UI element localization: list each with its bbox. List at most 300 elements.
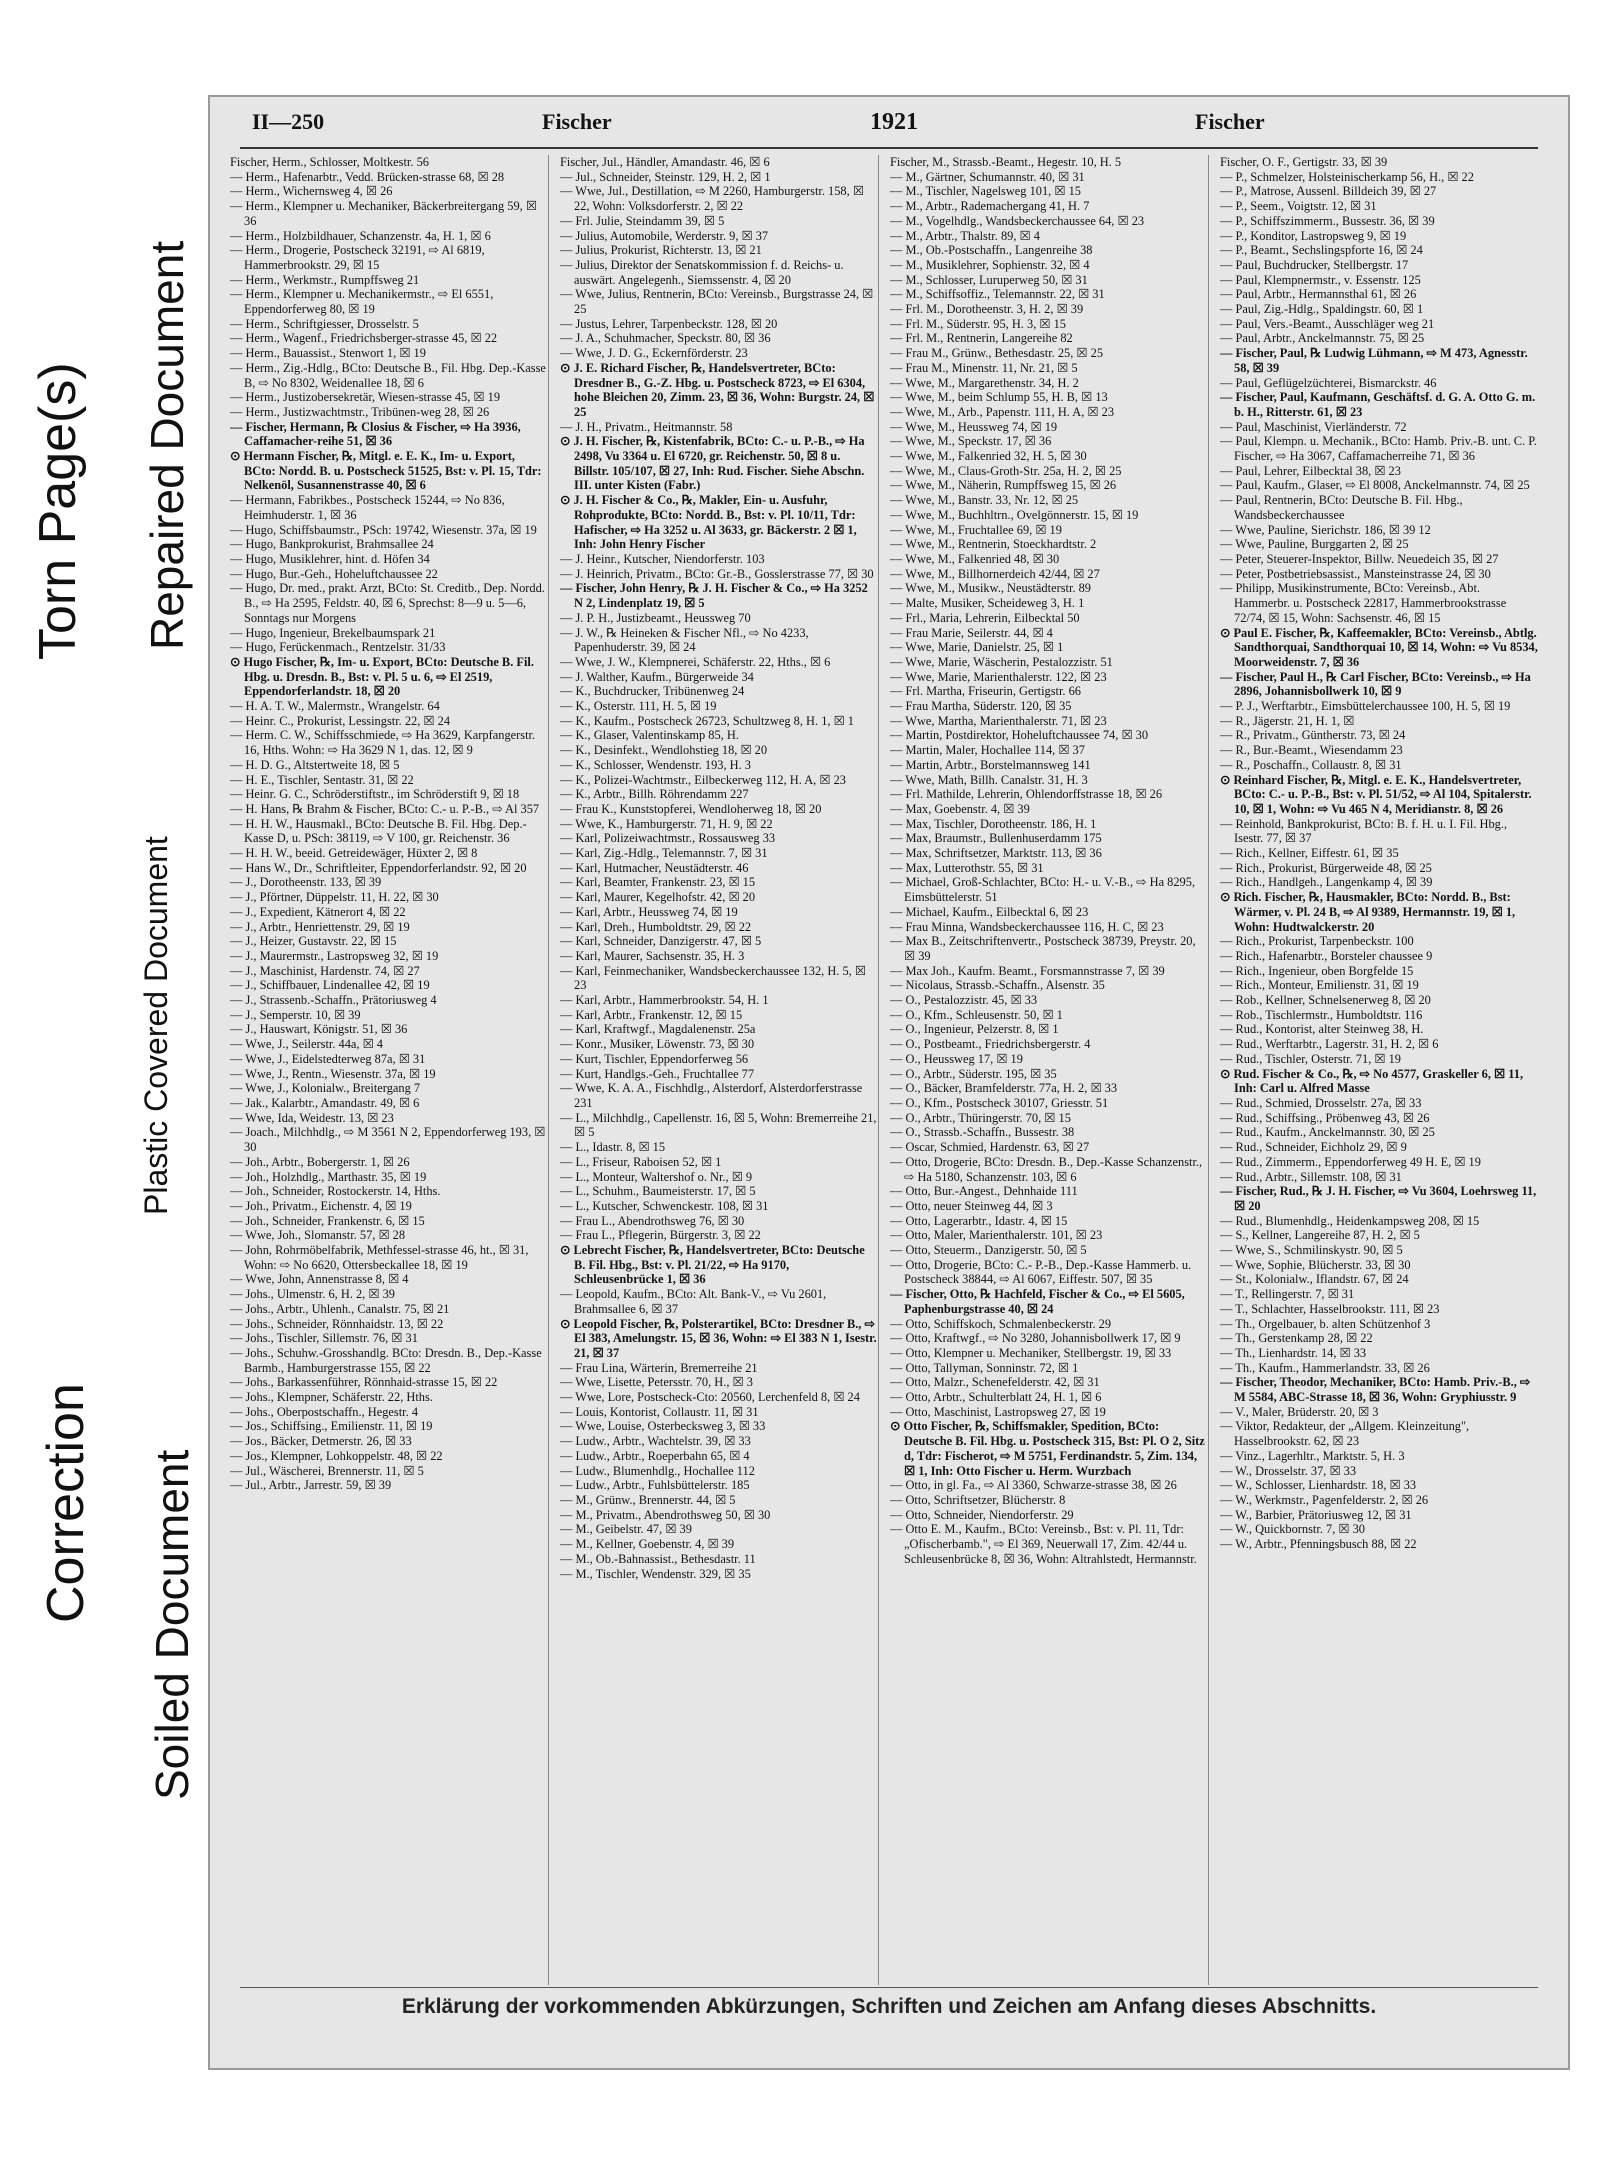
column-1 [230,155,549,1985]
directory-entry: — Wwe, Pauline, Burggarten 2, ☒ 25 [1220,537,1409,552]
running-name-right: Fischer [1195,109,1265,134]
directory-entry: — Rud., Schneider, Eichholz 29, ☒ 9 [1220,1140,1407,1155]
directory-entry: — P., Matrose, Aussenl. Billdeich 39, ☒ 27 [1220,184,1437,199]
directory-entry: — Wwe, M., Billhornerdeich 42/44, ☒ 27 [890,566,1100,581]
directory-entry: — Frl. Mathilde, Lehrerin, Ohlendorffstrasse 18, ☒ 26 [890,787,1163,802]
directory-entry: — Otto, Lagerarbtr., Idastr. 4, ☒ 15 [890,1213,1068,1228]
directory-entry: — Rud., Schiffsing., Pröbenweg 43, ☒ 26 [1220,1110,1430,1125]
directory-entry: — O., Postbeamt., Friedrichsbergerstr. 4 [890,1037,1091,1052]
directory-entry: — R., Poschaffn., Collaustr. 8, ☒ 31 [1220,757,1402,772]
directory-entry: — Rob., Kellner, Schnelsenerweg 8, ☒ 20 [1220,993,1431,1008]
directory-entry: — Rud., Kaufm., Anckelmannstr. 30, ☒ 25 [1220,1125,1435,1140]
directory-entry: — Wwe, M., Banstr. 33, Nr. 12, ☒ 25 [890,493,1079,508]
directory-entry: — Karl, Feinmechaniker, Wandsbeckerchaussee 132, H. 5, ☒ 23 [560,963,866,993]
directory-entry: — Frl. M., Dorotheenstr. 3, H. 2, ☒ 39 [890,302,1084,317]
directory-entry: — M., Vogelhdlg., Wandsbeckerchaussee 64, ☒ 23 [890,213,1145,228]
directory-entry: — M., Grünw., Brennerstr. 44, ☒ 5 [560,1492,736,1507]
directory-entry: — Viktor, Redakteur, der „Allgem. Kleinzeitung", Hasselbrookstr. 62, ☒ 23 [1220,1419,1470,1449]
directory-entry: — O., Bäcker, Bramfelderstr. 77a, H. 2, ☒ 33 [890,1081,1118,1096]
directory-entry: — Julius, Prokurist, Richterstr. 13, ☒ 21 [560,243,762,258]
directory-entry: — M., Arbtr., Thalstr. 89, ☒ 4 [890,228,1040,243]
directory-entry: — Wwe, Pauline, Sierichstr. 186, ☒ 39 12 [1220,522,1431,537]
directory-entry: — Rich., Kellner, Eiffestr. 61, ☒ 35 [1220,846,1399,861]
directory-entry: — M., Ob.-Bahnassist., Bethesdastr. 11 [560,1551,756,1566]
directory-entry: — M., Tischler, Wendenstr. 329, ☒ 35 [560,1566,751,1581]
directory-entry: — Ludw., Arbtr., Fuhlsbüttelerstr. 185 [560,1478,750,1493]
directory-entry: — Wwe, Jul., Destillation, ⇨ M 2260, Hamburgerstr. 158, ☒ 22, Wohn: Volksdorferstr. 2, ☒ 22 [560,184,864,214]
directory-entry: — Herm., Bauassist., Stenwort 1, ☒ 19 [230,346,426,361]
directory-entry: — Herm., Wichernsweg 4, ☒ 26 [230,184,393,199]
directory-entry: — Rich., Hafenarbtr., Borsteler chaussee 9 [1220,948,1433,963]
directory-entry: — Rud., Kontorist, alter Steinweg 38, H. [1220,1022,1424,1037]
directory-entry: — Joh., Schneider, Rostockerstr. 14, Hths. [230,1184,441,1199]
directory-entry: — Wwe, Martha, Marienthalerstr. 71, ☒ 23 [890,713,1107,728]
directory-entry: — Paul, Kaufm., Glaser, ⇨ El 8008, Anckelmannstr. 74, ☒ 25 [1220,478,1530,493]
directory-entry: — Max, Tischler, Dorotheenstr. 186, H. 1 [890,816,1097,831]
directory-entry: — Julius, Automobile, Werderstr. 9, ☒ 37 [560,228,769,243]
directory-entry: — Herm., Wagenf., Friedrichsberger-strasse 45, ☒ 22 [230,331,498,346]
directory-entry: — P. J., Werftarbtr., Eimsbüttelerchaussee 100, H. 5, ☒ 19 [1220,699,1511,714]
directory-entry: — Malte, Musiker, Scheideweg 3, H. 1 [890,596,1085,611]
directory-entry: — Th., Orgelbauer, b. alten Schützenhof 3 [1220,1316,1431,1331]
directory-entry: — J., Strassenb.-Schaffn., Prätoriusweg 4 [230,993,437,1008]
directory-entry: — Paul, Klempn. u. Mechanik., BCto: Hamb. Priv.-B. unt. C. P. Fischer, ⇨ Ha 3067, Caffamacherreihe 71, ☒ 36 [1220,434,1537,464]
directory-entry: — K., Arbtr., Billh. Röhrendamm 227 [560,787,749,802]
directory-entry: — O., Kfm., Schleusenstr. 50, ☒ 1 [890,1007,1063,1022]
directory-entry: — Karl, Maurer, Kegelhofstr. 42, ☒ 20 [560,890,756,905]
directory-entry: — Herm., Justizwachtmstr., Tribünen-weg 28, ☒ 26 [230,404,490,419]
directory-entry: — H. Hans, ℞ Brahm & Fischer, BCto: C.- u. P.-B., ⇨ Al 357 [230,801,540,816]
directory-entry: — Wwe, M., Näherin, Rumpffsweg 15, ☒ 26 [890,478,1117,493]
directory-entry: — P., Seem., Voigtstr. 12, ☒ 31 [1220,199,1377,214]
directory-entry: — J., Semperstr. 10, ☒ 39 [230,1007,361,1022]
directory-entry: — J. A., Schuhmacher, Speckstr. 80, ☒ 36 [560,331,771,346]
directory-entry: — Hermann, Fabrikbes., Postscheck 15244, ⇨ No 836, Heimhuderstr. 1, ☒ 36 [230,493,505,522]
directory-entry: — Th., Lienhardstr. 14, ☒ 33 [1220,1345,1367,1360]
directory-entry: — Joh., Arbtr., Bobergerstr. 1, ☒ 26 [230,1154,410,1169]
directory-entry: — Hugo, Ferückenmach., Rentzelstr. 31/33 [230,640,446,655]
directory-entry: — Otto, Maschinist, Lastropsweg 27, ☒ 19 [890,1404,1106,1419]
directory-entry: — Wwe, J., Rentn., Wiesenstr. 37a, ☒ 19 [230,1066,436,1081]
directory-entry: — M., Privatm., Abendrothsweg 50, ☒ 30 [560,1507,771,1522]
directory-entry: — L., Milchhdlg., Capellenstr. 16, ☒ 5, Wohn: Bremerreihe 21, ☒ 5 [560,1110,877,1140]
directory-entry: — Jos., Schiffsing., Emilienstr. 11, ☒ 19 [230,1419,433,1434]
directory-entry: — Joh., Privatm., Eichenstr. 4, ☒ 19 [230,1198,412,1213]
directory-entry: — Frau Lina, Wärterin, Bremerreihe 21 [560,1360,758,1375]
directory-entry: — P., Schiffszimmerm., Bussestr. 36, ☒ 39 [1220,213,1435,228]
directory-entry: — Hugo, Dr. med., prakt. Arzt, BCto: St. Creditb., Dep. Nordd. B., ⇨ Ha 2595, Feldstr. 40, ☒ 6, Sprechst: 8—9 u. 5—6, Sonntags nur Morgens [230,581,545,625]
directory-entry: — Wwe, M., Heussweg 74, ☒ 19 [890,419,1058,434]
directory-entry: — R., Jägerstr. 21, H. 1, ☒ [1220,713,1355,728]
directory-entry: — Herm., Klempner u. Mechaniker, Bäckerbreitergang 59, ☒ 36 [230,199,537,228]
directory-entry: — T., Schlachter, Hasselbrookstr. 111, ☒ 23 [1220,1301,1440,1316]
directory-entry: — K., Buchdrucker, Tribünenweg 24 [560,684,745,699]
directory-entry: — M., Geibelstr. 47, ☒ 39 [560,1522,692,1537]
directory-entry: — Frl. M., Süderstr. 95, H. 3, ☒ 15 [890,316,1066,331]
directory-entry: — Ludw., Arbtr., Roeperbahn 65, ☒ 4 [560,1448,750,1463]
directory-entry: — Paul, Zig.-Hdlg., Spaldingstr. 60, ☒ 1 [1220,302,1424,317]
directory-entry: — Frau L., Abendrothsweg 76, ☒ 30 [560,1213,745,1228]
directory-entry: — L., Schuhm., Baumeisterstr. 17, ☒ 5 [560,1184,756,1199]
directory-entry: — Fischer, Theodor, Mechaniker, BCto: Hamb. Priv.-B., ⇨ M 5584, ABC-Strasse 18, ☒ 36, Wohn: Gryphiusstr. 9 [1220,1375,1531,1405]
directory-entry: — Louis, Kontorist, Collaustr. 11, ☒ 31 [560,1404,759,1419]
directory-entry: ⊙ Rud. Fischer & Co., ℞, ⇨ No 4577, Graskeller 6, ☒ 11, Inh: Carl u. Alfred Masse [1220,1066,1524,1096]
directory-entry: — Otto, Kraftwgf., ⇨ No 3280, Johannisbollwerk 17, ☒ 9 [890,1331,1181,1346]
directory-entry: — H. H. W., Hausmakl., BCto: Deutsche B. Fil. Hbg. Dep.-Kasse D, u. PSch: 38119, ⇨ V 100, gr. Reichenstr. 36 [230,816,527,846]
repaired-document-label: Repaired Document [141,240,193,650]
directory-entry: — M., Ob.-Postschaffn., Langenreihe 38 [890,243,1093,258]
directory-entry: — Otto, Drogerie, BCto: C.- P.-B., Dep.-Kasse Hammerb. u. Postscheck 38844, ⇨ Al 6067, Eiffestr. 507, ☒ 35 [890,1257,1192,1287]
directory-entry: — Wwe, Marie, Marienthalerstr. 122, ☒ 23 [890,669,1107,684]
directory-entry: — K., Schlosser, Wendenstr. 193, H. 3 [560,757,752,772]
directory-entry: — Wwe, K., Hamburgerstr. 71, H. 9, ☒ 22 [560,816,773,831]
directory-entry: — M., Schiffsoffiz., Telemannstr. 22, ☒ 31 [890,287,1105,302]
directory-entry: — Otto, in gl. Fa., ⇨ Al 3360, Schwarze-strasse 38, ☒ 26 [890,1478,1177,1493]
directory-entry: — Wwe, M., Musikw., Neustädterstr. 89 [890,581,1091,596]
directory-entry: — K., Polizei-Wachtmstr., Eilbeckerweg 112, H. A, ☒ 23 [560,772,846,787]
page-number: II—250 [252,109,325,134]
directory-entry: — K., Desinfekt., Wendlohstieg 18, ☒ 20 [560,743,768,758]
directory-entry: — M., Schlosser, Luruperweg 50, ☒ 31 [890,272,1088,287]
directory-entry: ⊙ Rich. Fischer, ℞, Hausmakler, BCto: Nordd. B., Bst: Wärmer, v. Pl. 24 B, ⇨ Al 9389, Hermannstr. 19, ☒ 1, Wohn: Hudtwalckerstr. 20 [1220,890,1516,934]
directory-entry: — Wwe, Math, Billh. Canalstr. 31, H. 3 [890,772,1088,787]
directory-entry: — Julius, Direktor der Senatskommission f. d. Reichs- u. auswärt. Angelegenh., Siemssenstr. 4, ☒ 20 [560,257,844,287]
directory-entry: — Wwe, S., Schmilinskystr. 90, ☒ 5 [1220,1243,1403,1258]
directory-entry: — Paul, Klempnermstr., v. Essenstr. 125 [1220,272,1421,287]
directory-entry: — M., Tischler, Nagelsweg 101, ☒ 15 [890,184,1081,199]
directory-entry: — Max, Goebenstr. 4, ☒ 39 [890,801,1030,816]
directory-entry: — J., Hauswart, Königstr. 51, ☒ 36 [230,1022,408,1037]
directory-entry: — Johs., Ulmenstr. 6, H. 2, ☒ 39 [230,1287,395,1302]
directory-entry: — Karl, Dreh., Humboldtstr. 29, ☒ 22 [560,919,752,934]
soiled-document-label: Soiled Document [146,1449,198,1800]
directory-entry: — Herm., Justizobersekretär, Wiesen-strasse 45, ☒ 19 [230,390,501,405]
directory-entry: — Otto, Schriftsetzer, Blücherstr. 8 [890,1492,1066,1507]
directory-entry: — Otto, Tallyman, Sonninstr. 72, ☒ 1 [890,1360,1079,1375]
directory-entry: — Justus, Lehrer, Tarpenbeckstr. 128, ☒ 20 [560,316,778,331]
directory-entry: — Max B., Zeitschriftenvertr., Postscheck 38739, Preystr. 20, ☒ 39 [890,934,1196,963]
directory-entry: — J. H., Privatm., Heitmannstr. 58 [560,419,733,434]
directory-entry: — Nicolaus, Strassb.-Schaffn., Alsenstr. 35 [890,978,1105,993]
directory-entry: — Kurt, Handlgs.-Geh., Fruchtallee 77 [560,1066,755,1081]
directory-entry: ⊙ Otto Fischer, ℞, Schiffsmakler, Spedition, BCto: Deutsche B. Fil. Hbg. u. Postscheck 315, Bst: Pl. O 2, Sitz d, Tdr: Fischerot, ⇨ M 5751, Ferdinandstr. 5, Zim. 134, ☒ 1, Inh: Otto Fischer u. Herm. Wurzbach [890,1419,1205,1478]
directory-entry: — Wwe, J., Kolonialw., Breitergang 7 [230,1081,421,1096]
directory-entry: — Wwe, Marie, Wäscherin, Pestalozzistr. 51 [890,654,1113,669]
directory-entry: — J. P. H., Justizbeamt., Heussweg 70 [560,610,751,625]
directory-entry: ⊙ J. E. Richard Fischer, ℞, Handelsvertreter, BCto: Dresdner B., G.-Z. Hbg. u. Postscheck 8723, ⇨ El 6304, hohe Bleichen 20, Zimm. 23, ☒ 36, Wohn: Burgstr. 24, ☒ 25 [560,360,875,419]
directory-entry: — Wwe, J. W., Klempnerei, Schäferstr. 22, Hths., ☒ 6 [560,654,831,669]
directory-entry: — Rud., Blumenhdlg., Heidenkampsweg 208, ☒ 15 [1220,1213,1480,1228]
directory-entry: — Hugo, Ingenieur, Brekelbaumspark 21 [230,625,436,640]
directory-entry: ⊙ J. H. Fischer, ℞, Kistenfabrik, BCto: C.- u. P.-B., ⇨ Ha 2498, Vu 3364 u. El 6720, gr. Reichenstr. 50, ☒ 8 u. Billstr. 105/107, ☒ 27, Inh: Rud. Fischer. Siehe Abschn. III. unter Kisten (Fabr.) [560,434,865,493]
directory-entry: ⊙ Hugo Fischer, ℞, Im- u. Export, BCto: Deutsche B. Fil. Hbg. u. Dresdn. B., Bst: v. Pl. 5 u. 6, ⇨ El 2519, Eppendorferlandstr. 18, ☒ 20 [230,654,534,699]
directory-entry: — Karl, Maurer, Sachsenstr. 35, H. 3 [560,948,745,963]
directory-entry: — Max, Schriftsetzer, Marktstr. 113, ☒ 36 [890,846,1102,861]
directory-entry: — Paul, Maschinist, Vierländerstr. 72 [1220,419,1407,434]
directory-entry: — J., Expedient, Kätnerort 4, ☒ 22 [230,904,406,919]
directory-entry: — Herm., Werkmstr., Rumpffsweg 21 [230,272,420,287]
directory-entry: — Otto, Klempner u. Mechaniker, Stellbergstr. 19, ☒ 33 [890,1345,1172,1360]
directory-entry: — Otto, Maler, Marienthalerstr. 101, ☒ 23 [890,1228,1103,1243]
torn-pages-label: Torn Page(s) [29,362,87,660]
directory-entry: — J., Pförtner, Düppelstr. 11, H. 22, ☒ 30 [230,890,439,905]
directory-entry: — H. E., Tischler, Sentastr. 31, ☒ 22 [230,772,414,787]
directory-entry: — O., Ingenieur, Pelzerstr. 8, ☒ 1 [890,1022,1059,1037]
directory-entry: ⊙ J. H. Fischer & Co., ℞, Makler, Ein- u. Ausfuhr, Rohprodukte, BCto: Nordd. B., Bst: v. Pl. 10/11, Tdr: Hafischer, ⇨ Ha 3252 u. Al 3633, gr. Bäckerstr. 2 ☒ 1, Inh: John Henry Fischer [560,493,857,552]
directory-entry: — J., Maurermstr., Lastropsweg 32, ☒ 19 [230,948,439,963]
directory-entry: — W., Schlosser, Lienhardstr. 18, ☒ 33 [1220,1478,1417,1493]
directory-entry: — Frau Marie, Seilerstr. 44, ☒ 4 [890,625,1053,640]
directory-entry: — Otto, neuer Steinweg 44, ☒ 3 [890,1198,1053,1213]
directory-entry: — Joh., Holzhdlg., Marthastr. 35, ☒ 19 [230,1169,427,1184]
directory-entry: — Peter, Steuerer-Inspektor, Billw. Neuedeich 35, ☒ 27 [1220,551,1499,566]
directory-entry: — Rich., Monteur, Emilienstr. 31, ☒ 19 [1220,978,1419,993]
directory-entry: — Heinr. G. C., Schröderstiftstr., im Schröderstift 9, ☒ 18 [230,787,520,802]
directory-entry: — Reinhold, Bankprokurist, BCto: B. f. H. u. I. Fil. Hbg., Isestr. 77, ☒ 37 [1220,816,1508,846]
directory-entry: — Johs., Barkassenführer, Rönnhaid-strasse 15, ☒ 22 [230,1375,498,1390]
year-label: 1921 [870,109,918,135]
directory-entry: — Rud., Arbtr., Sillemstr. 108, ☒ 31 [1220,1169,1402,1184]
directory-entry: — W., Barbier, Prätoriusweg 12, ☒ 31 [1220,1507,1412,1522]
directory-entry: — Wwe, Sophie, Blücherstr. 33, ☒ 30 [1220,1257,1411,1272]
directory-entry: — J. Heinr., Kutscher, Niendorferstr. 103 [560,551,765,566]
directory-entry: — R., Privatm., Güntherstr. 73, ☒ 24 [1220,728,1406,743]
directory-entry: — Rud., Schmied, Drosselstr. 27a, ☒ 33 [1220,1096,1422,1110]
directory-entry: — L., Kutscher, Schwenckestr. 108, ☒ 31 [560,1198,769,1213]
directory-entry: — Fischer, Paul, Kaufmann, Geschäftsf. d. G. A. Otto G. m. b. H., Ritterstr. 61, ☒ 23 [1220,390,1536,419]
directory-entry: — O., Kfm., Postscheck 30107, Griesstr. 51 [890,1096,1109,1110]
directory-entry: — S., Kellner, Langereihe 87, H. 2, ☒ 5 [1220,1228,1420,1243]
directory-entry: Fischer, O. F., Gertigstr. 33, ☒ 39 [1220,155,1388,169]
directory-entry: — K., Kaufm., Postscheck 26723, Schultzweg 8, H. 1, ☒ 1 [560,713,854,728]
directory-entry: — Rich., Handlgeh., Langenkamp 4, ☒ 39 [1220,875,1433,890]
directory-entry: — Otto E. M., Kaufm., BCto: Vereinsb., Bst: v. Pl. 11, Tdr: „Ofischerbamb.", ⇨ El 369, Neuerwall 17, Zim. 42/44 u. Schleusenbrücke 8, ☒ 36, Wohn: Altrahlstedt, Hermannstr. [890,1522,1197,1566]
directory-entry: — L., Monteur, Waltershof o. Nr., ☒ 9 [560,1169,753,1184]
directory-entry: — O., Arbtr., Süderstr. 195, ☒ 35 [890,1066,1057,1081]
directory-entry: — Rud., Werftarbtr., Lagerstr. 31, H. 2, ☒ 6 [1220,1037,1439,1052]
directory-entry: Fischer, M., Strassb.-Beamt., Hegestr. 10, H. 5 [890,155,1122,169]
directory-entry: — Frau Martha, Süderstr. 120, ☒ 35 [890,699,1072,714]
directory-page [208,95,1570,2070]
directory-entry: — Ludw., Arbtr., Wachtelstr. 39, ☒ 33 [560,1434,751,1449]
directory-entry: — St., Kolonialw., Iflandstr. 67, ☒ 24 [1220,1272,1409,1287]
directory-entry: — Wwe, Lisette, Petersstr. 70, H., ☒ 3 [560,1375,753,1390]
directory-entry: — Wwe, M., Buchhltrn., Ovelgönnerstr. 15, ☒ 19 [890,507,1139,522]
directory-entry: — Wwe, M., Falkenried 32, H. 5, ☒ 30 [890,449,1087,464]
directory-entry: — Paul, Arbtr., Anckelmannstr. 75, ☒ 25 [1220,331,1425,346]
directory-entry: — Herm., Holzbildhauer, Schanzenstr. 4a, H. 1, ☒ 6 [230,228,491,243]
directory-entry: — M., Kellner, Goebenstr. 4, ☒ 39 [560,1537,735,1552]
directory-entry: — Hugo, Bankprokurist, Brahmsallee 24 [230,537,434,552]
directory-entry: — Otto, Drogerie, BCto: Dresdn. B., Dep.-Kasse Schanzenstr., ⇨ Ha 5180, Schanzenstr. 103, ☒ 6 [890,1154,1203,1184]
directory-entry: Fischer, Jul., Händler, Amandastr. 46, ☒ 6 [560,155,770,169]
directory-entry: — Wwe, J., Eidelstedterweg 87a, ☒ 31 [230,1051,426,1066]
directory-entry: — Wwe, M., beim Schlump 55, H. B, ☒ 13 [890,390,1108,405]
directory-entry: — Frau M., Minenstr. 11, Nr. 21, ☒ 5 [890,360,1078,375]
directory-entry: — Jak., Kalarbtr., Amandastr. 49, ☒ 6 [230,1096,420,1110]
directory-entry: ⊙ Reinhard Fischer, ℞, Mitgl. e. E. K., Handelsvertreter, BCto: C.- u. P.-B., Bst: v. Pl. 51/52, ⇨ Al 104, Spitalerstr. 10, ☒ 1, Wohn: ⇨ Vu 465 N 4, Meridianstr. 8, ☒ 26 [1220,772,1532,816]
directory-entry: — Frl. Julie, Steindamm 39, ☒ 5 [560,213,725,228]
directory-entry: — Frl. Martha, Friseurin, Gertigstr. 66 [890,684,1082,699]
directory-entry: — Rud., Tischler, Osterstr. 71, ☒ 19 [1220,1051,1401,1066]
directory-entry: — Martin, Postdirektor, Hoheluftchaussee 74, ☒ 30 [890,728,1149,743]
directory-entry: — Wwe, J. D. G., Eckernförderstr. 23 [560,346,748,361]
directory-entry: — Otto, Bur.-Angest., Dehnhaide 111 [890,1184,1078,1199]
directory-entry: — Paul, Vers.-Beamt., Ausschläger weg 21 [1220,316,1435,331]
directory-entry: — Herm., Klempner u. Mechanikermstr., ⇨ El 6551, Eppendorferweg 80, ☒ 19 [230,287,494,317]
column-3 [890,155,1209,1985]
directory-entry: — Paul, Rentnerin, BCto: Deutsche B. Fil. Hbg., Wandsbeckerchaussee [1220,493,1463,522]
directory-entry: ⊙ Lebrecht Fischer, ℞, Handelsvertreter, BCto: Deutsche B. Fil. Hbg., Bst: v. Pl. 21/22, ⇨ Ha 9170, Schleusenbrücke 1, ☒ 36 [560,1243,865,1287]
directory-entry: — M., Gärtner, Schumannstr. 40, ☒ 31 [890,169,1085,184]
directory-entry: — J., Schiffbauer, Lindenallee 42, ☒ 19 [230,978,430,993]
directory-entry: — Wwe, Lore, Postscheck-Cto: 20560, Lerchenfeld 8, ☒ 24 [560,1390,860,1405]
directory-entry: — Wwe, J., Seilerstr. 44a, ☒ 4 [230,1037,384,1052]
directory-entry: — Wwe, K. A. A., Fischhdlg., Alsterdorf, Alsterdorferstrasse 231 [560,1081,863,1110]
directory-entry: — Wwe, M., Fruchtallee 69, ☒ 19 [890,522,1062,537]
page-header [210,109,1568,149]
directory-entry: — L., Idastr. 8, ☒ 15 [560,1140,666,1155]
directory-entry: — Karl, Arbtr., Heussweg 74, ☒ 19 [560,904,738,919]
correction-label: Correction [37,1383,95,1623]
directory-entry: — V., Maler, Brüderstr. 20, ☒ 3 [1220,1404,1379,1419]
directory-entry: — Otto, Arbtr., Schulterblatt 24, H. 1, ☒ 6 [890,1390,1102,1405]
directory-entry: — Johs., Schuhw.-Grosshandlg. BCto: Dresdn. B., Dep.-Kasse Barmb., Hamburgerstrasse 155, ☒ 22 [230,1345,542,1375]
directory-entry: — Frau K., Kunststopferei, Wendloherweg 18, ☒ 20 [560,801,822,816]
directory-entry: — P., Beamt., Sechslingspforte 16, ☒ 24 [1220,243,1423,258]
directory-entry: — Hugo, Schiffsbaumstr., PSch: 19742, Wiesenstr. 37a, ☒ 19 [230,522,537,537]
directory-entry: — P., Schmelzer, Holsteinischerkamp 56, H., ☒ 22 [1220,169,1474,184]
directory-entry: — O., Heussweg 17, ☒ 19 [890,1051,1023,1066]
directory-entry: — Hugo, Bur.-Geh., Hoheluftchaussee 22 [230,566,438,581]
directory-entry: — Oscar, Schmied, Hardenstr. 63, ☒ 27 [890,1140,1090,1155]
directory-entry: — M., Arbtr., Rademachergang 41, H. 7 [890,199,1090,214]
directory-entry: — Johs., Klempner, Schäferstr. 22, Hths. [230,1390,433,1405]
directory-entry: — Otto, Schneider, Niendorferstr. 29 [890,1507,1074,1522]
directory-entry: — Rich., Prokurist, Tarpenbeckstr. 100 [1220,934,1414,949]
directory-entry: — J. Heinrich, Privatm., BCto: Gr.-B., Gosslerstrasse 77, ☒ 30 [560,566,874,581]
directory-entry: — Peter, Postbetriebsassist., Mansteinstrasse 24, ☒ 30 [1220,566,1491,581]
directory-entry: — Fischer, Paul, ℞ Ludwig Lühmann, ⇨ M 473, Agnesstr. 58, ☒ 39 [1220,346,1528,375]
directory-entry: — Fischer, John Henry, ℞ J. H. Fischer & Co., ⇨ Ha 3252 N 2, Lindenplatz 19, ☒ 5 [560,581,868,611]
directory-entry: — Karl, Polizeiwachtmstr., Rossausweg 33 [560,831,776,846]
directory-entry: — Philipp, Musikinstrumente, BCto: Vereinsb., Abt. Hammerbr. u. Postscheck 22817, Hammerbrookstrasse 72/74, ☒ 15, Wohn: Sachsenstr. 46, ☒ 15 [1220,581,1507,625]
abbreviation-footnote: Erklärung der vorkommenden Abkürzungen, Schriften und Zeichen am Anfang dieses Abschnitts. [401,1995,1377,2018]
directory-entry: — Joach., Milchhdlg., ⇨ M 3561 N 2, Eppendorferweg 193, ☒ 30 [230,1125,546,1155]
directory-entry: — Wwe, Marie, Danielstr. 25, ☒ 1 [890,640,1064,655]
directory-entry: — W., Arbtr., Pfenningsbusch 88, ☒ 22 [1220,1537,1417,1552]
directory-entry: — Martin, Maler, Hochallee 114, ☒ 37 [890,743,1085,758]
directory-entry: — Johs., Arbtr., Uhlenh., Canalstr. 75, ☒ 21 [230,1301,450,1316]
directory-entry: — Wwe, M., Rentnerin, Stoeckhardtstr. 2 [890,537,1097,552]
directory-entry: — Leopold, Kaufm., BCto: Alt. Bank-V., ⇨ Vu 2601, Brahmsallee 6, ☒ 37 [560,1287,827,1316]
directory-entry: — R., Bur.-Beamt., Wiesendamm 23 [1220,743,1403,758]
directory-entry: — T., Rellingerstr. 7, ☒ 31 [1220,1287,1355,1302]
directory-entry: — Michael, Groß-Schlachter, BCto: H.- u. V.-B., ⇨ Ha 8295, Eimsbüttelerstr. 51 [890,875,1196,905]
directory-entry: — Johs., Schneider, Rönnhaidstr. 13, ☒ 22 [230,1316,444,1331]
directory-entry: — Karl, Arbtr., Hammerbrookstr. 54, H. 1 [560,993,769,1008]
directory-entry: — Jul., Schneider, Steinstr. 129, H. 2, ☒ 1 [560,169,771,184]
directory-entry: — Max, Braumstr., Bullenhuserdamm 175 [890,831,1102,846]
directory-entry: — W., Quickbornstr. 7, ☒ 30 [1220,1522,1365,1537]
directory-entry: — Karl, Kraftwgf., Magdalenenstr. 25a [560,1022,756,1037]
directory-entry: — J. Walther, Kaufm., Bürgerweide 34 [560,669,754,684]
directory-entry: — Otto, Malzr., Schenefelderstr. 42, ☒ 31 [890,1375,1100,1390]
directory-entry: — J., Heizer, Gustavstr. 22, ☒ 15 [230,934,397,949]
directory-entry: — O., Strassb.-Schaffn., Bussestr. 38 [890,1125,1075,1140]
directory-entry: — Joh., Schneider, Frankenstr. 6, ☒ 15 [230,1213,425,1228]
directory-entry: — Otto, Steuerm., Danzigerstr. 50, ☒ 5 [890,1243,1087,1258]
directory-entry: — Ludw., Blumenhdlg., Hochallee 112 [560,1463,755,1478]
directory-entry: — Martin, Arbtr., Borstelmannsweg 141 [890,757,1091,772]
directory-entry: — Rud., Zimmerm., Eppendorferweg 49 H. E, ☒ 19 [1220,1154,1481,1169]
directory-entry: — Jul., Arbtr., Jarrestr. 59, ☒ 39 [230,1478,392,1493]
directory-entry: — Wwe, Louise, Osterbecksweg 3, ☒ 33 [560,1419,766,1434]
directory-entry: — Jos., Klempner, Lohkoppelstr. 48, ☒ 22 [230,1448,443,1463]
directory-entry: — Herm., Schriftgiesser, Drosselstr. 5 [230,316,419,331]
directory-entry: — Kurt, Tischler, Eppendorferweg 56 [560,1051,749,1066]
directory-entry: — Rich., Ingenieur, oben Borgfelde 15 [1220,963,1414,978]
directory-entry: — L., Friseur, Raboisen 52, ☒ 1 [560,1154,722,1169]
directory-entry: — J. W., ℞ Heineken & Fischer Nfl., ⇨ No 4233, Papenhuderstr. 39, ☒ 24 [560,625,809,655]
directory-entry: — Hans W., Dr., Schriftleiter, Eppendorferlandstr. 92, ☒ 20 [230,860,527,875]
directory-entry: — Paul, Geflügelzüchterei, Bismarckstr. 46 [1220,375,1437,390]
directory-entry: — Karl, Hutmacher, Neustädterstr. 46 [560,860,749,875]
directory-entry: — O., Arbtr., Thüringerstr. 70, ☒ 15 [890,1110,1071,1125]
directory-entry: — Wwe, M., Falkenried 48, ☒ 30 [890,551,1060,566]
directory-entry: — H. A. T. W., Malermstr., Wrangelstr. 64 [230,699,440,714]
directory-entry: — H. D. G., Altstertweite 18, ☒ 5 [230,757,400,772]
directory-entry: — Michael, Kaufm., Eilbecktal 6, ☒ 23 [890,904,1089,919]
directory-entry: — Frau Minna, Wandsbeckerchaussee 116, H. C, ☒ 23 [890,919,1164,934]
directory-entry: ⊙ Paul E. Fischer, ℞, Kaffeemakler, BCto: Vereinsb., Abtlg. Sandthorquai, Sandthorquai 10, ☒ 14, Wohn: ⇨ Vu 8534, Moorweidenstr. 7, ☒ 36 [1220,625,1538,669]
directory-entry: — Wwe, Ida, Weidestr. 13, ☒ 23 [230,1110,394,1125]
directory-entry: — Th., Gerstenkamp 28, ☒ 22 [1220,1331,1373,1346]
directory-entry: — Wwe, M., Speckstr. 17, ☒ 36 [890,434,1052,449]
side-label-strip [0,0,200,2177]
directory-entry: — Herm., Zig.-Hdlg., BCto: Deutsche B., Fil. Hbg. Dep.-Kasse B, ⇨ No 8302, Weidenallee 18, ☒ 6 [230,360,546,390]
directory-entry: — Herm., Hafenarbtr., Vedd. Brücken-strasse 68, ☒ 28 [230,169,505,184]
directory-entry: — Johs., Oberpostschaffn., Hegestr. 4 [230,1404,419,1419]
directory-entry: — Max, Lutterothstr. 55, ☒ 31 [890,860,1044,875]
directory-entry: — Wwe, M., Arb., Papenstr. 111, H. A, ☒ 23 [890,404,1115,419]
running-name-left: Fischer [542,109,612,134]
directory-entry: — Fischer, Rud., ℞ J. H. Fischer, ⇨ Vu 3604, Loehrsweg 11, ☒ 20 [1220,1184,1537,1213]
directory-columns [230,155,1550,1985]
directory-entry: — Fischer, Paul H., ℞ Carl Fischer, BCto: Vereinsb., ⇨ Ha 2896, Johannisbollwerk 10, ☒ 9 [1220,669,1531,699]
directory-entry: — Rob., Tischlermstr., Humboldtstr. 116 [1220,1007,1423,1022]
directory-entry: — Paul, Buchdrucker, Stellbergstr. 17 [1220,257,1409,272]
directory-entry: — O., Pestalozzistr. 45, ☒ 33 [890,993,1038,1008]
directory-entry: — Frl., Maria, Lehrerin, Eilbecktal 50 [890,610,1080,625]
directory-entry: — J., Arbtr., Henriettenstr. 29, ☒ 19 [230,919,410,934]
directory-entry: — J., Dorotheenstr. 133, ☒ 39 [230,875,382,890]
directory-entry: — Otto, Schiffskoch, Schmalenbeckerstr. 29 [890,1316,1112,1331]
directory-entry: ⊙ Leopold Fischer, ℞, Polsterartikel, BCto: Dresdner B., ⇨ El 383, Amelungstr. 15, ☒ 36, Wohn: ⇨ El 383 N 1, Isestr. 21, ☒ 37 [560,1316,877,1360]
directory-entry: — Johs., Tischler, Sillemstr. 76, ☒ 31 [230,1331,418,1346]
directory-entry: — John, Rohrmöbelfabrik, Methfessel-strasse 46, ht., ☒ 31, Wohn: ⇨ No 6620, Ottersbeckallee 18, ☒ 19 [230,1243,529,1272]
directory-entry: — Fischer, Otto, ℞ Hachfeld, Fischer & Co., ⇨ El 5605, Paphenburgstrasse 40, ☒ 24 [890,1287,1185,1316]
directory-entry: — Wwe, M., Margarethenstr. 34, H. 2 [890,375,1079,390]
directory-entry: — Wwe, M., Claus-Groth-Str. 25a, H. 2, ☒ 25 [890,463,1122,478]
directory-entry: ⊙ Hermann Fischer, ℞, Mitgl. e. E. K., Im- u. Export, BCto: Nordd. B. u. Postscheck 51525, Bst: v. Pl. 15, Tdr: Nelkenöl, Susannenstrasse 40, ☒ 6 [230,449,542,493]
directory-entry: — Frau M., Grünw., Bethesdastr. 25, ☒ 25 [890,346,1104,361]
directory-entry: — Vinz., Lagerhltr., Marktstr. 5, H. 3 [1220,1448,1405,1463]
directory-entry: — Herm., Drogerie, Postscheck 32191, ⇨ Al 6819, Hammerbrookstr. 29, ☒ 15 [230,243,485,272]
plastic-covered-label: Plastic Covered Document [138,836,174,1215]
directory-entry: — Karl, Zig.-Hdlg., Telemannstr. 7, ☒ 31 [560,846,768,861]
directory-entry: — Wwe, Julius, Rentnerin, BCto: Vereinsb., Burgstrasse 24, ☒ 25 [560,287,874,317]
